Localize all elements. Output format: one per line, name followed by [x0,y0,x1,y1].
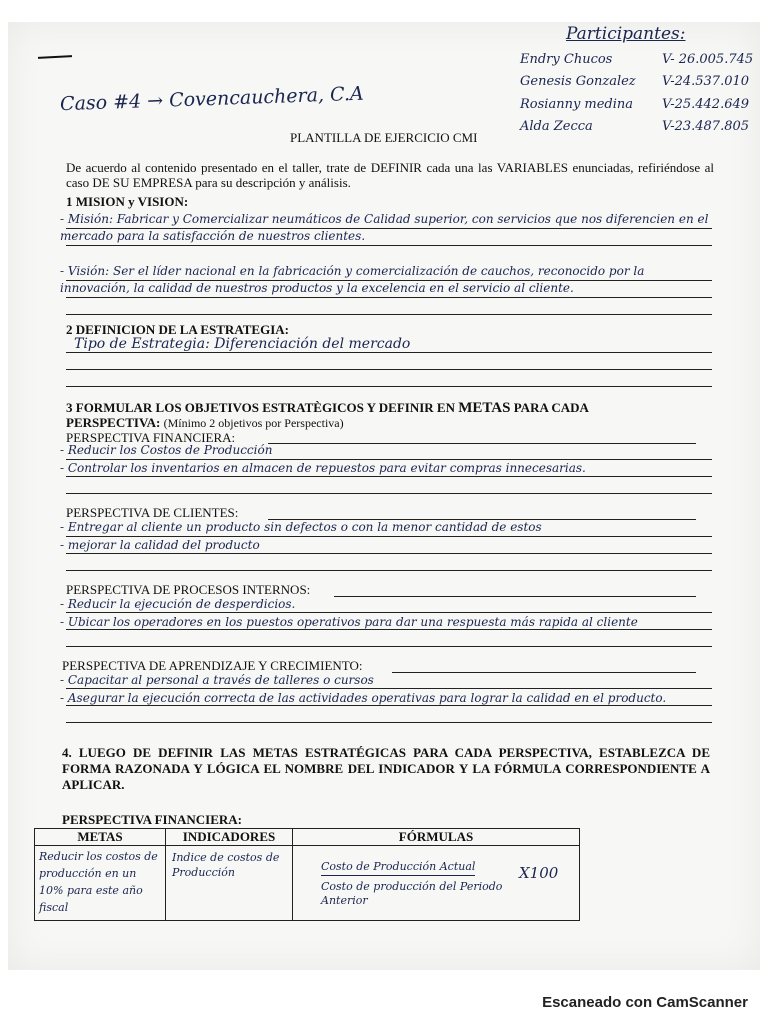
section4-title: 4. LUEGO DE DEFINIR LAS METAS ESTRATÉGICAS PARA CADA PERSPECTIVA, ESTABLEZCA DE FORMA RAZONADA Y LÓGICA EL NOMBRE DEL INDICADOR Y LA FÓRMULA CORRESPONDIENTE A APLICAR. [62,745,710,792]
answer-line [66,228,712,229]
strategy-answer: Tipo de Estrategia: Diferenciación del mercado [74,336,411,352]
mision-answer: - Misión: Fabricar y Comercializar neumáticos de Calidad superior, con servicios que nos diferencien en el mercado para la satisfacción de nuestros clientes. [60,212,709,243]
case-label: Caso #4 → Covencauchera, C.A [59,82,365,116]
answer-line [66,476,712,477]
perspective-answer: - Entregar al cliente un producto sin defectos o con la menor cantidad de estos [60,520,542,534]
table-header: INDICADORES [166,829,293,846]
cmi-table [34,828,580,921]
table-row [35,846,580,921]
formula-denominator: Costo de producción del Periodo Anterior [321,880,503,907]
table-header: FÓRMULAS [293,829,580,846]
perspective-answer: - Capacitar al personal a través de talleres o cursos [60,673,374,687]
participant-name: Endry Chucos [520,52,613,67]
perspective-label: PERSPECTIVA DE APRENDIZAJE Y CRECIMIENTO: [62,658,363,673]
perspective-label: PERSPECTIVA FINANCIERA: [66,430,236,445]
answer-line [66,612,712,613]
answer-line [66,369,712,370]
answer-line [66,280,712,281]
section3-perspectiva-label: PERSPECTIVA: [66,415,161,430]
participant-name: Alda Zecca [520,119,593,134]
participant-name: Rosianny medina [520,97,634,112]
answer-line [66,705,712,706]
perspective-answer: - Ubicar los operadores en los puestos operativos para dar una respuesta más rapida al cliente [60,615,638,629]
answer-line [66,352,712,353]
answer-line [66,245,712,246]
section1-title: 1 MISION y VISION: [66,194,189,209]
meta-value: Reducir los costos de producción en un 10% para este año fiscal [39,850,158,914]
perspective-label: PERSPECTIVA DE PROCESOS INTERNOS: [66,582,311,597]
section3-title-part2: PARA CADA [513,400,589,415]
section3-title-part1: 3 FORMULAR LOS OBJETIVOS ESTRATÈGICOS Y DEFINIR EN [66,400,455,415]
participants-heading: Participantes: [566,24,686,44]
answer-line [66,386,712,387]
table-cell-meta [35,846,166,921]
answer-line [334,596,696,597]
participant-id: V-24.537.010 [662,74,750,89]
answer-line [66,297,712,298]
indicador-value: Indice de costos de Producción [172,851,280,879]
section3-title-metas: METAS [458,400,511,416]
intro-paragraph: De acuerdo al contenido presentado en el taller, trate de DEFINIR cada una las VARIABLES enunciadas, refiriéndose al caso DE SU EMPRESA para su descripción y análisis. [66,160,714,190]
section3-title-line2 [66,415,344,431]
table-cell-formula [293,846,580,921]
answer-line [392,672,696,673]
section4-perspective-label: PERSPECTIVA FINANCIERA: [62,812,242,827]
perspective-answer: - Controlar los inventarios en almacen de repuestos para evitar compras innecesarias. [60,461,586,475]
answer-line [66,629,712,630]
vision-answer: - Visión: Ser el líder nacional en la fabricación y comercialización de cauchos, reconocido por la innovación, la calidad de nuestros productos y la excelencia en el servicio al cliente. [60,264,645,295]
perspective-answer: - Reducir la ejecución de desperdicios. [60,597,296,611]
formula-numerator: Costo de Producción Actual [321,860,475,876]
participant-name: Genesis Gonzalez [520,74,636,89]
participant-id: V-25.442.649 [662,97,750,112]
answer-line [66,646,712,647]
perspective-answer: - Asegurar la ejecución correcta de las actividades operativas para lograr la calidad en el producto. [60,691,667,705]
document-title: PLANTILLA DE EJERCICIO CMI [290,130,478,145]
section2-title: 2 DEFINICION DE LA ESTRATEGIA: [66,322,289,337]
participant-id: V- 26.005.745 [662,52,754,67]
participant-id: V-23.487.805 [662,119,750,134]
answer-line [66,553,712,554]
answer-line [66,688,712,689]
answer-line [66,493,712,494]
section3-note: (Mínimo 2 objetivos por Perspectiva) [163,416,344,430]
formula-factor: X100 [519,864,559,882]
answer-line [66,314,712,315]
table-cell-indicador [166,846,293,921]
answer-line [66,570,712,571]
table-header-row [35,829,580,846]
table-header: METAS [35,829,166,846]
perspective-label: PERSPECTIVA DE CLIENTES: [66,505,239,520]
answer-line [66,722,712,723]
answer-line [268,443,696,444]
perspective-answer: - mejorar la calidad del producto [60,538,260,552]
answer-line [66,536,712,537]
scanner-watermark: Escaneado con CamScanner [542,994,748,1011]
perspective-answer: - Reducir los Costos de Producción [60,443,273,457]
